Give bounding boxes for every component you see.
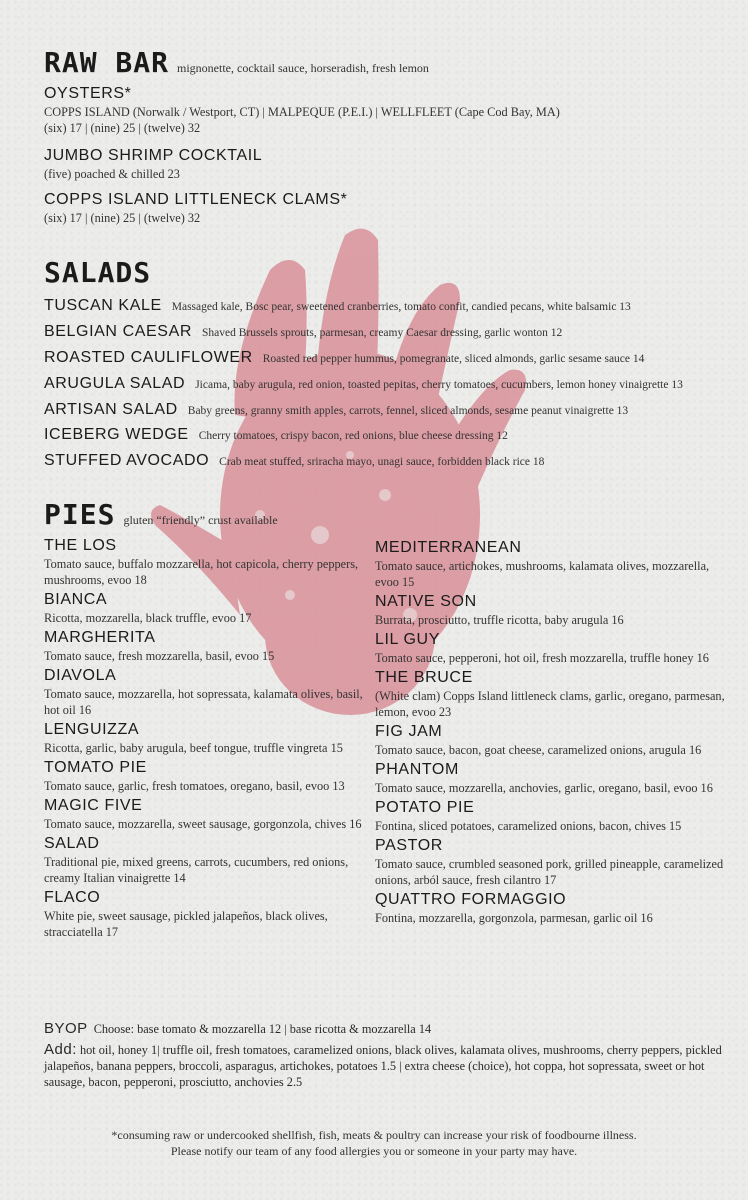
pie-item <box>44 888 366 940</box>
item-desc: Tomato sauce, fresh mozzarella, basil, evoo 15 <box>44 649 275 663</box>
item-desc: COPPS ISLAND (Norwalk / Westport, CT) | MALPEQUE (P.E.I.) | WELLFLEET (Cape Cod Bay, MA) <box>44 105 560 119</box>
item-name: TOMATO PIE <box>44 759 147 776</box>
item-name: PHANTOM <box>375 761 459 778</box>
item-desc: Tomato sauce, buffalo mozzarella, hot capicola, cherry peppers, mushrooms, evoo 18 <box>44 557 359 587</box>
item-name: MAGIC FIVE <box>44 797 143 814</box>
pie-item <box>375 836 725 888</box>
item-desc: (White clam) Copps Island littleneck clams, garlic, oregano, parmesan, lemon, evoo 23 <box>375 689 725 719</box>
salad-item <box>44 348 644 368</box>
pie-item <box>44 720 366 756</box>
pie-item <box>375 890 725 926</box>
item-name: MEDITERRANEAN <box>375 539 522 556</box>
salad-item <box>44 425 508 445</box>
item-desc: Baby greens, granny smith apples, carrots, fennel, sliced almonds, sesame peanut vinaigrette 13 <box>187 405 629 417</box>
item-name: BIANCA <box>44 591 108 608</box>
raw-bar-title: RAW BAR <box>44 46 170 79</box>
pie-item <box>44 796 366 832</box>
item-name: OYSTERS* <box>44 85 132 102</box>
item-desc: Tomato sauce, crumbled seasoned pork, grilled pineapple, caramelized onions, arból sauce, fresh cilantro 17 <box>375 857 724 887</box>
footer-warning: *consuming raw or undercooked shellfish, fish, meats & poultry can increase your risk of foodbourne illness. <box>111 1128 637 1142</box>
item-desc: Burrata, prosciutto, truffle ricotta, baby arugula 16 <box>375 613 624 627</box>
byop-add-label: Add: <box>44 1041 77 1058</box>
item-name: COPPS ISLAND LITTLENECK CLAMS* <box>44 191 348 208</box>
item-name: ROASTED CAULIFLOWER <box>44 349 253 366</box>
salad-item <box>44 296 631 316</box>
pies-title: PIES <box>44 498 116 531</box>
salad-item <box>44 451 544 471</box>
pies-note: gluten “friendly” crust available <box>123 513 278 527</box>
pie-item <box>375 668 725 720</box>
pie-item <box>375 630 725 666</box>
pie-item <box>375 538 725 590</box>
item-desc: Tomato sauce, mozzarella, anchovies, garlic, oregano, basil, evoo 16 <box>375 781 713 795</box>
pies-heading <box>44 498 278 531</box>
pie-item <box>375 798 725 834</box>
salad-item <box>44 374 683 394</box>
raw-bar-item-clams <box>44 190 347 226</box>
item-name: STUFFED AVOCADO <box>44 452 210 469</box>
item-price: (six) 17 | (nine) 25 | (twelve) 32 <box>44 121 201 135</box>
item-name: LENGUIZZA <box>44 721 140 738</box>
pie-item <box>375 592 725 628</box>
item-desc: Tomato sauce, mozzarella, sweet sausage, gorgonzola, chives 16 <box>44 817 362 831</box>
pies-left-column <box>44 536 366 942</box>
item-name: SALAD <box>44 835 100 852</box>
pie-item <box>44 666 366 718</box>
salad-item <box>44 322 562 342</box>
item-name: DIAVOLA <box>44 667 117 684</box>
item-name: THE BRUCE <box>375 669 473 686</box>
salads-heading <box>44 256 151 289</box>
pie-item <box>44 590 366 626</box>
item-desc: Fontina, mozzarella, gorgonzola, parmesan, garlic oil 16 <box>375 911 653 925</box>
item-price: (six) 17 | (nine) 25 | (twelve) 32 <box>44 211 201 225</box>
salad-item <box>44 400 628 420</box>
item-desc: Tomato sauce, mozzarella, hot sopressata, kalamata olives, basil, hot oil 16 <box>44 687 363 717</box>
item-desc: Cherry tomatoes, crispy bacon, red onions, blue cheese dressing 12 <box>198 430 508 442</box>
item-name: ICEBERG WEDGE <box>44 426 189 443</box>
byop-add-list: hot oil, honey 1| truffle oil, fresh tomatoes, caramelized onions, black olives, kalamata olives, mushrooms, cherry peppers, pickled jalapeños, banana peppers, broccoli, asparagus, artichokes, potatoes 1.5 | extra cheese (choice), hot coppa, hot sopressata, sweet or hot sausage, bacon, pepperoni, prosciutto, anchovies 2.5 <box>44 1043 722 1089</box>
item-desc: Tomato sauce, bacon, goat cheese, caramelized onions, arugula 16 <box>375 743 702 757</box>
item-desc: Massaged kale, Bosc pear, sweetened cranberries, tomato confit, candied pecans, white balsamic 13 <box>171 301 631 313</box>
byop-add <box>44 1042 724 1090</box>
pie-item <box>44 628 366 664</box>
byop-choose: Choose: base tomato & mozzarella 12 | base ricotta & mozzarella 14 <box>93 1022 432 1036</box>
item-desc: Tomato sauce, artichokes, mushrooms, kalamata olives, mozzarella, evoo 15 <box>375 559 710 589</box>
byop-section <box>44 1020 724 1090</box>
pie-item <box>44 536 366 588</box>
item-desc: Roasted red pepper hummus, pomegranate, sliced almonds, garlic sesame sauce 14 <box>262 353 645 365</box>
raw-bar-heading <box>44 46 429 79</box>
item-name: ARTISAN SALAD <box>44 401 178 418</box>
item-name: FLACO <box>44 889 101 906</box>
item-desc: Tomato sauce, garlic, fresh tomatoes, oregano, basil, evoo 13 <box>44 779 345 793</box>
salads-title: SALADS <box>44 256 152 289</box>
item-desc: (five) poached & chilled 23 <box>44 167 180 181</box>
item-name: FIG JAM <box>375 723 443 740</box>
item-desc: Shaved Brussels sprouts, parmesan, creamy Caesar dressing, garlic wonton 12 <box>202 327 563 339</box>
item-desc: White pie, sweet sausage, pickled jalapeños, black olives, stracciatella 17 <box>44 909 328 939</box>
item-name: PASTOR <box>375 837 443 854</box>
item-name: LIL GUY <box>375 631 440 648</box>
pie-item <box>44 758 366 794</box>
raw-bar-item-shrimp <box>44 146 262 182</box>
item-name: TUSCAN KALE <box>44 297 162 314</box>
raw-bar-note: mignonette, cocktail sauce, horseradish, fresh lemon <box>177 61 429 75</box>
item-name: ARUGULA SALAD <box>44 375 186 392</box>
item-name: THE LOS <box>44 537 117 554</box>
pie-item <box>375 760 725 796</box>
item-name: MARGHERITA <box>44 629 156 646</box>
pies-right-column <box>375 538 725 928</box>
allergy-footer <box>0 1127 748 1159</box>
item-name: POTATO PIE <box>375 799 475 816</box>
footer-notice: Please notify our team of any food allergies you or someone in your party may have. <box>170 1144 578 1158</box>
item-desc: Fontina, sliced potatoes, caramelized onions, bacon, chives 15 <box>375 819 682 833</box>
item-desc: Crab meat stuffed, sriracha mayo, unagi sauce, forbidden black rice 18 <box>219 456 545 468</box>
item-desc: Jicama, baby arugula, red onion, toasted pepitas, cherry tomatoes, cucumbers, lemon honey vinaigrette 13 <box>195 379 683 391</box>
item-desc: Traditional pie, mixed greens, carrots, cucumbers, red onions, creamy Italian vinaigrette 14 <box>44 855 349 885</box>
item-name: QUATTRO FORMAGGIO <box>375 891 567 908</box>
item-desc: Tomato sauce, pepperoni, hot oil, fresh mozzarella, truffle honey 16 <box>375 651 709 665</box>
raw-bar-item-oysters <box>44 84 560 136</box>
item-name: BELGIAN CAESAR <box>44 323 193 340</box>
item-desc: Ricotta, mozzarella, black truffle, evoo 17 <box>44 611 252 625</box>
byop-label: BYOP <box>44 1020 88 1037</box>
pie-item <box>44 834 366 886</box>
pie-item <box>375 722 725 758</box>
item-name: JUMBO SHRIMP COCKTAIL <box>44 147 263 164</box>
item-desc: Ricotta, garlic, baby arugula, beef tongue, truffle vingreta 15 <box>44 741 343 755</box>
item-name: NATIVE SON <box>375 593 477 610</box>
